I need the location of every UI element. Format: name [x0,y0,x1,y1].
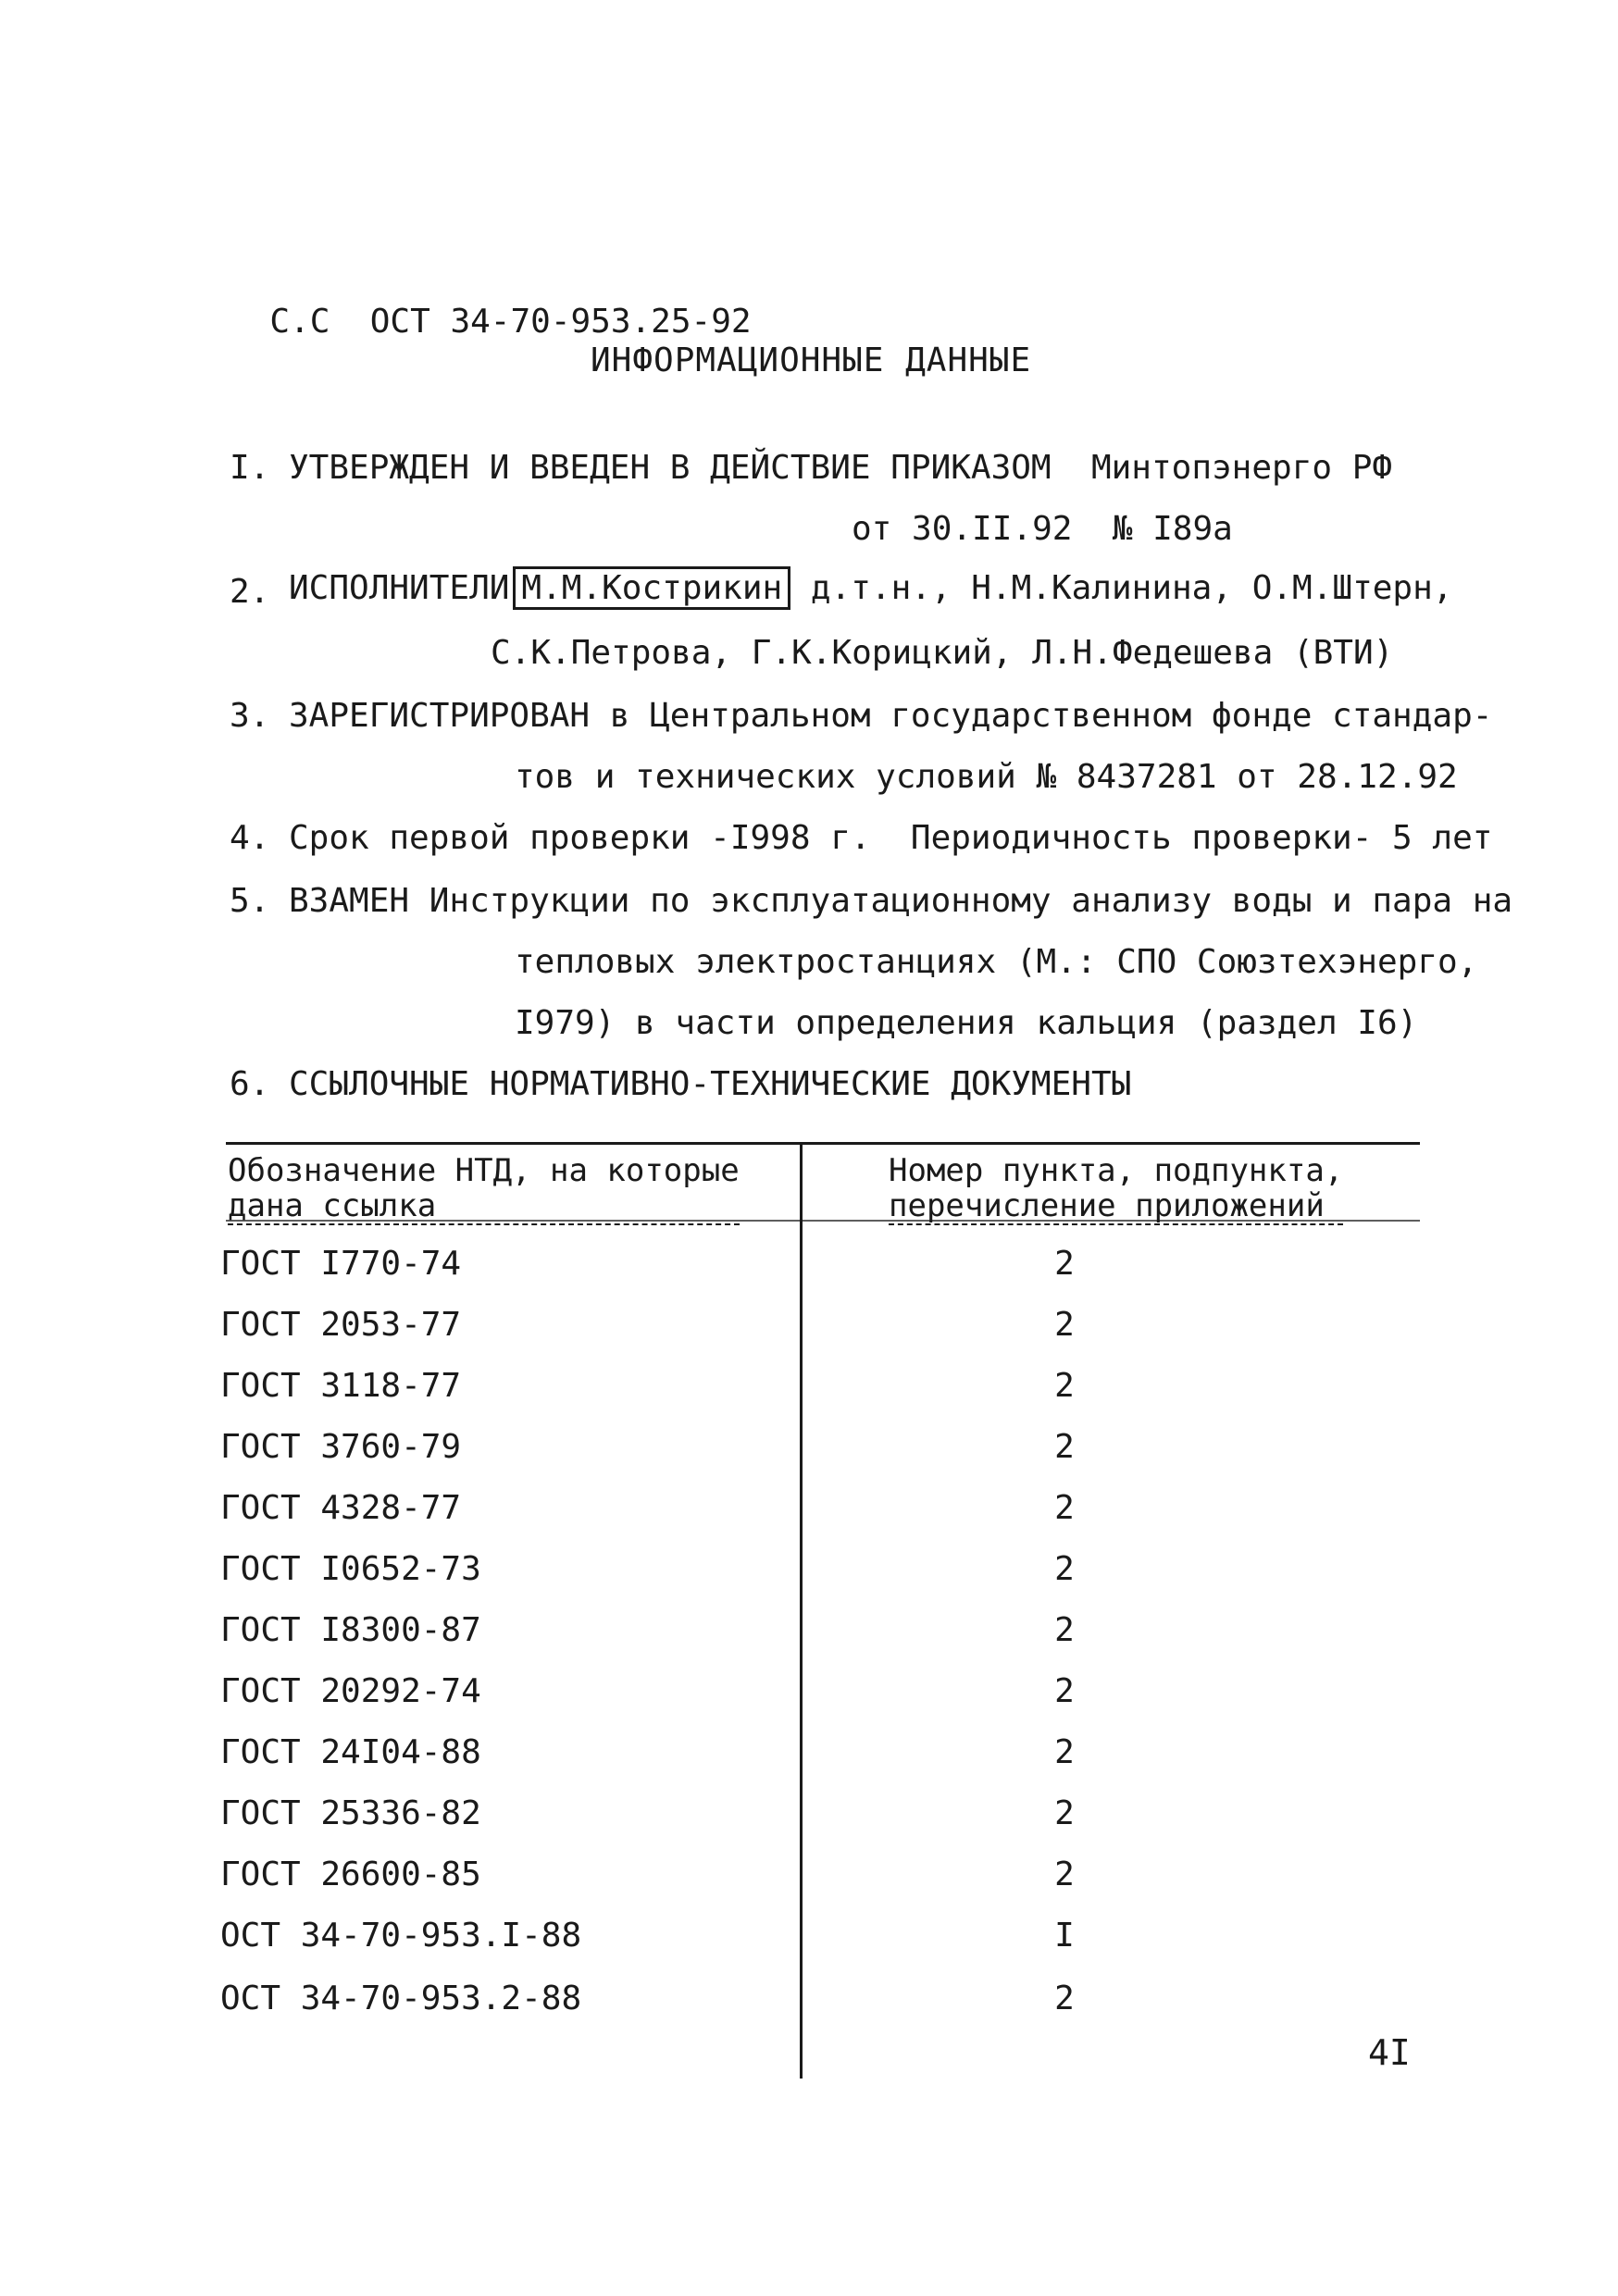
item-4-line-1: Срок первой проверки -I998 г. Периодичность проверки- 5 лет [289,819,1493,857]
item-1-line-1: УТВЕРЖДЕН И ВВЕДЕН В ДЕЙСТВИЕ ПРИКАЗОМ Минтопэнерго РФ [289,449,1393,487]
executors-label: ИСПОЛНИТЕЛИ [289,569,510,607]
item-6-line-1: ССЫЛОЧНЫЕ НОРМАТИВНО-ТЕХНИЧЕСКИЕ ДОКУМЕНТЫ [289,1065,1132,1103]
table-row-ref: 2 [1054,1367,1075,1405]
table-row-ref: 2 [1054,1550,1075,1588]
table-column-divider [800,1144,803,2079]
table-row-ref: 2 [1054,1611,1075,1649]
item-4-number: 4. [230,819,270,857]
item-2-line-1 [289,568,1452,609]
table-row-doc: ГОСТ 25336-82 [220,1794,481,1832]
table-row-ref: I [1054,1917,1075,1955]
table-row-doc: ОСТ 34-70-953.I-88 [220,1917,582,1955]
table-row-ref: 2 [1054,1245,1075,1283]
col1-header-line-1: Обозначение НТД, на которые [228,1152,740,1189]
table-row-ref: 2 [1054,1980,1075,2017]
col1-header [228,1153,740,1225]
table-row-ref: 2 [1054,1794,1075,1832]
item-1-number: I. [230,449,270,487]
item-2-number: 2. [230,573,270,611]
page-header [230,261,752,342]
page-code: С.С [269,303,330,341]
boxed-author: М.М.Кострикин [513,566,790,610]
col2-header [889,1153,1343,1225]
table-row-doc: ГОСТ I8300-87 [220,1611,481,1649]
standard-code: ОСТ 34-70-953.25-92 [369,303,752,341]
col2-header-line-1: Номер пункта, подпункта, [889,1152,1344,1189]
table-row-doc: ГОСТ 3760-79 [220,1428,462,1466]
page-title: ИНФОРМАЦИОННЫЕ ДАННЫЕ [591,341,1032,379]
table-row-doc: ГОСТ I770-74 [220,1245,462,1283]
item-6-number: 6. [230,1065,270,1103]
table-row-doc: ГОСТ 3118-77 [220,1367,462,1405]
table-row-doc: ГОСТ 24I04-88 [220,1733,481,1771]
item-5-number: 5. [230,882,270,920]
item-3-line-1: ЗАРЕГИСТРИРОВАН в Центральном государственном фонде стандар- [289,697,1493,735]
table-row-ref: 2 [1054,1855,1075,1893]
page-number: 4I [1368,2032,1411,2073]
col1-header-line-2: дана ссылка [228,1188,740,1225]
item-5-line-1: ВЗАМЕН Инструкции по эксплуатационному анализу воды и пара на [289,882,1513,920]
table-row-doc: ГОСТ 4328-77 [220,1489,462,1527]
item-5-line-2: тепловых электростанциях (М.: СПО Союзтехэнерго, [515,943,1478,981]
item-2-line-2: С.К.Петрова, Г.К.Корицкий, Л.Н.Федешева (ВТИ) [491,634,1394,672]
table-row-ref: 2 [1054,1672,1075,1710]
table-row-ref: 2 [1054,1428,1075,1466]
table-row-doc: ГОСТ 26600-85 [220,1855,481,1893]
item-3-line-2: тов и технических условий № 8437281 от 28.12.92 [515,758,1458,796]
table-row-ref: 2 [1054,1733,1075,1771]
table-row-ref: 2 [1054,1489,1075,1527]
table-top-rule [226,1142,1420,1145]
col2-header-line-2: перечисление приложений [889,1188,1343,1225]
executors-rest: д.т.н., Н.М.Калинина, О.М.Штерн, [810,569,1453,607]
table-row-doc: ГОСТ I0652-73 [220,1550,481,1588]
table-row-doc: ГОСТ 2053-77 [220,1306,462,1344]
item-5-line-3: I979) в части определения кальция (раздел I6) [515,1004,1418,1042]
item-3-number: 3. [230,697,270,735]
table-row-doc: ГОСТ 20292-74 [220,1672,481,1710]
table-row-ref: 2 [1054,1306,1075,1344]
table-row-doc: ОСТ 34-70-953.2-88 [220,1980,582,2017]
item-1-line-2: от 30.II.92 № I89а [852,510,1233,548]
